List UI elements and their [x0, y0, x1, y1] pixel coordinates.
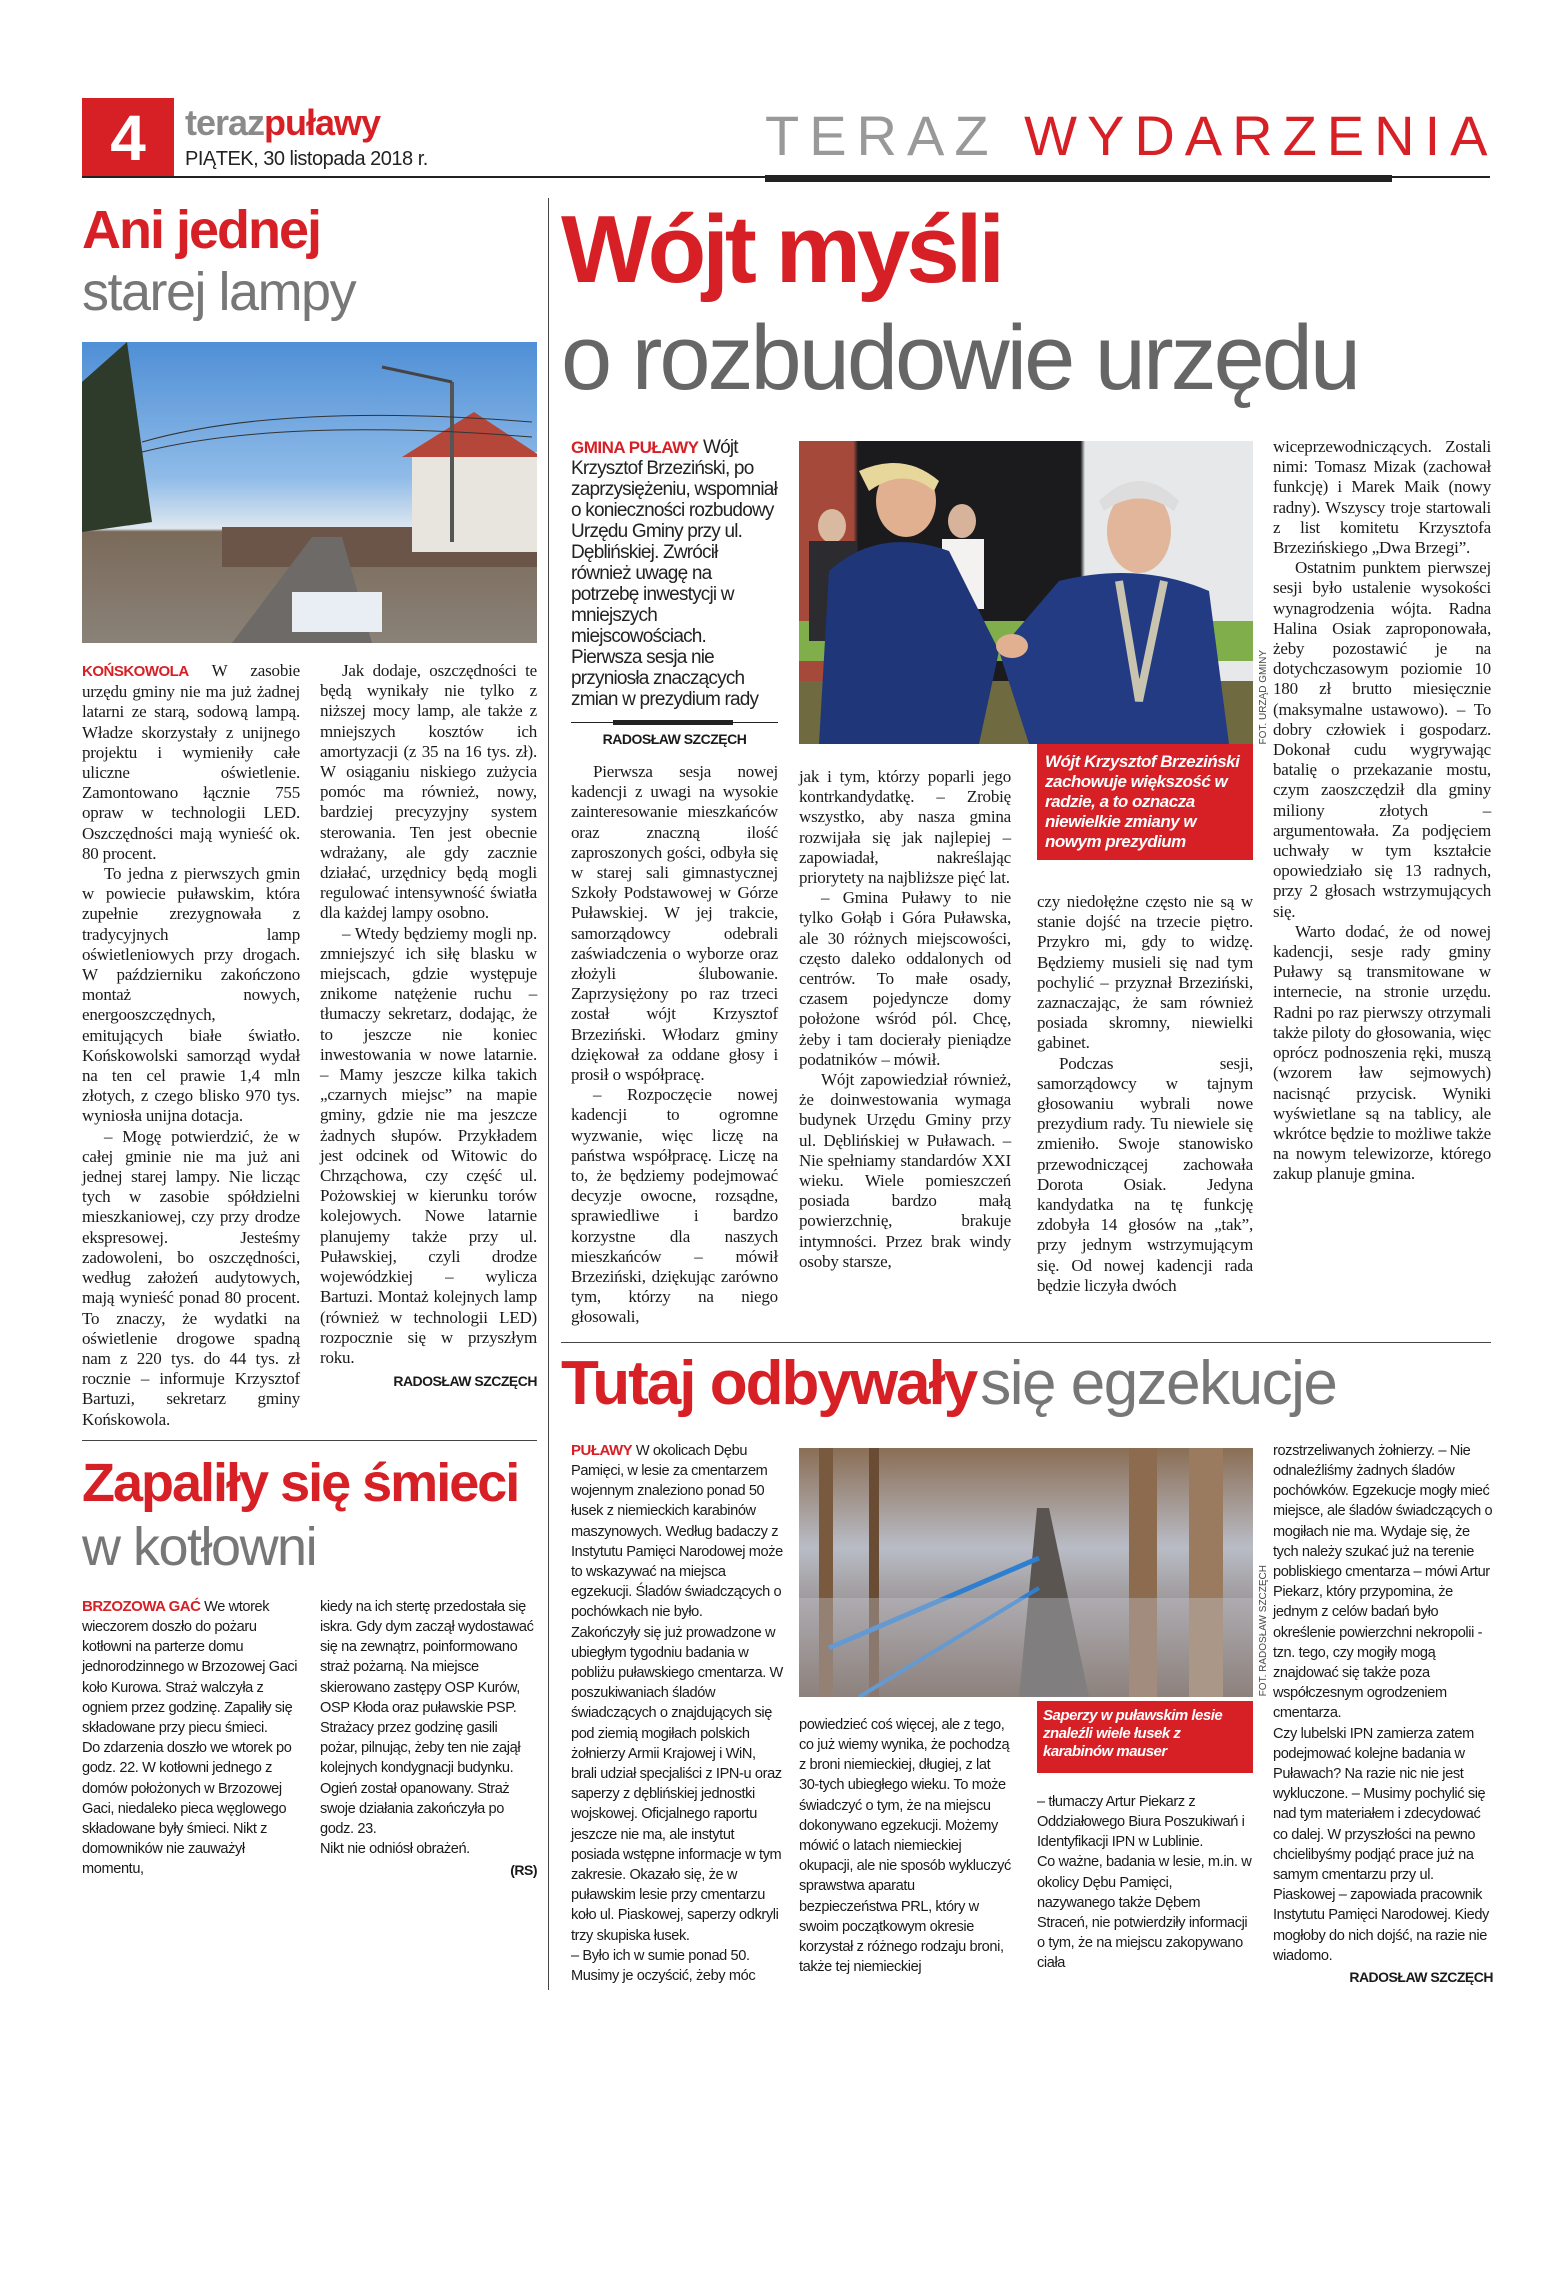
main-photo-credit: FOT. URZĄD GMINY — [1258, 649, 1269, 744]
lead-text: Wójt Krzysztof Brzeziński, po zaprzysiężeniu, wspomniał o konieczności rozbudowy Urzędu Gminy przy ul. Dęblińskiej. Zwrócił również uwagę na potrzebę inwestycji w mniejszych miejscowościach. Pierwsza sesja nie przyniosła znaczących zmian w prezydium rady — [571, 437, 777, 710]
executions-byline: RADOSŁAW SZCZĘCH — [1349, 1968, 1493, 1985]
paragraph-text: W zasobie urzędu gminy nie ma już żadnej latarni ze starą, sodową lampą. Władze skorzystały z unijnego projektu i wymieniły całe uliczne oświetlenie. Zamontowano łącznie 755 opraw w technologii LED. Oszczędności mają wynieść ok. 80 procent. — [82, 661, 300, 863]
section-underline — [765, 175, 1392, 182]
paragraph: powiedzieć coś więcej, ale z tego, co już wiemy wynika, że pochodzą z broni niemieckiej, długiej, z lat 30-tych ubiegłego wieku. To może świadczyć o tym, że na miejscu dokonywano egzekucji. Możemy mówić o latach niemieckiej okupacji, ale nie sposób wykluczyć sprawstwa aparatu bezpieczeństwa PRL, który w swoim początkowym okresie korzystał z różnego rodzaju broni, także tej niemieckiej — [799, 1716, 1011, 1976]
dateline-location: BRZOZOWA GAĆ — [82, 1597, 201, 1615]
paragraph: wiceprzewodniczących. Zostali nimi: Tomasz Mizak (zachował funkcję) i Marek Maik (nowy radny). Wszyscy troje startowali z list komitetu Krzysztofa Brzezińskiego „Dwa Brzegi”. — [1273, 437, 1491, 558]
paragraph: – Mogę potwierdzić, że w całej gminie nie ma już ani jednej starej lampy. Nie licząc tych w zasobie spółdzielni mieszkaniowej, czy przy drodze ekspresowej. Jesteśmy zadowoleni, bo oszczędności, według założeń audytowych, mają wynieść ponad 80 procent. To znaczy, że wydatki na oświetlenie drogowe spadną nam z 220 tys. do 44 tys. zł rocznie – informuje Krzysztof Bartuzi, sekretarz gminy Końskowola. — [82, 1126, 300, 1429]
forest-stairs-illustration — [799, 1448, 1253, 1697]
executions-photo-wrap — [799, 1448, 1269, 1697]
paragraph: Nikt nie odniósł obrażeń. — [320, 1841, 470, 1858]
paragraph — [571, 1441, 783, 1623]
paragraph: Podczas sesji, samorządowcy w tajnym głosowaniu wybrali nowe prezydium rady. Tu niewiele się zmieniło. Swoje stanowisko przewodniczącej zachowała Dorota Osiak. Jedyna kandydatka na tę funkcję zdobyła 14 głosów na „tak”, przy jednym wstrzymującym się. Od nowej kadencji rada będzie liczyła dwóch — [1037, 1053, 1253, 1295]
main-photo-caption: Wójt Krzysztof Brzeziński zachowuje większość w radzie, a to oznacza niewielkie zmiany w nowym prezydium — [1037, 744, 1253, 860]
executions-column-4 — [1273, 1441, 1493, 1966]
paragraph: Zakończyły się już prowadzone w ubiegłym tygodniu badania w pobliżu puławskiego cmentarza. W poszukiwaniach śladów świadczących o znajdujących się pod ziemią mogiłach polskich żołnierzy Armii Krajowej i WiN, brali udział specjaliści z IPN-u oraz saperzy z dęblińskiej jednostki wojskowej. Oficjalnego raportu jeszcze nie ma, ale instytut posiada wstępne informacje w tym zakresie. Okazało się, że w puławskim lesie przy cmentarzu koło ul. Piaskowej, saperzy odkryli trzy skupiska łusek. — [571, 1624, 783, 1944]
paragraph: rozstrzeliwanych żołnierzy. – Nie odnaleźliśmy żadnych śladów pochówków. Egzekucje mogły mieć miejsce, ale śladów świadczących o mogiłach nie ma. Wydaje się, że tych należy szukać już na terenie pobliskiego cmentarza – mówi Artur Piekarz, który przypomina, że jednym z celów badań było określenie powierzchni nekropolii - tzn. tego, czy mogiły mogą znajdować się także poza współczesnym ogrodzeniem cmentarza. — [1273, 1442, 1493, 1722]
paragraph-text: We wtorek wieczorem doszło do pożaru kotłowni na parterze domu jednorodzinnego w Brzozowej Gaci koło Kurowa. Straż walczyła z ogniem przez godzinę. Zapaliły się składowane przy piecu śmieci. — [82, 1598, 298, 1736]
main-text-row — [571, 437, 1491, 1328]
main-lead — [571, 437, 778, 710]
lamps-headline: Ani jednej — [82, 200, 321, 260]
fire-column-2 — [320, 1597, 537, 1860]
main-byline: RADOSŁAW SZCZĘCH — [602, 731, 747, 747]
main-subheadline: o rozbudowie urzędu — [561, 307, 1359, 409]
newspaper-logo — [185, 102, 380, 144]
fire-byline: (RS) — [510, 1862, 537, 1879]
fire-column-1 — [82, 1597, 302, 1880]
page-number: 4 — [82, 98, 174, 176]
paragraph: Pierwsza sesja nowej kadencji z uwagi na wysokie zainteresowanie mieszkańców oraz znaczną ilość zaproszonych gości, odbyła się w starej sali gimnastycznej Szkoły Podstawowej w Górze Puławskiej. W jej trakcie, samorządowcy odebrali zaświadczenia o wyborze oraz złożyli ślubowanie. Zaprzysiężony po raz trzeci został wójt Krzysztof Brzeziński. Włodarz gminy dziękował za oddane głosy i prosił o współpracę. — [571, 762, 778, 1085]
paragraph-text: W okolicach Dębu Pamięci, w lesie za cmentarzem wojennym znaleziono ponad 50 łusek z niemieckich karabinów maszynowych. Według badaczy z Instytutu Pamięci Narodowej może to wskazywać na miejsca egzekucji. Śladów świadczących o pochówkach nie było. — [571, 1442, 783, 1621]
executions-text-row — [571, 1441, 1491, 1986]
paragraph: – tłumaczy Artur Piekarz z Oddziałowego Biura Poszukiwań i Identyfikacji IPN w Lublinie. — [1037, 1793, 1245, 1851]
main-column-3 — [1037, 892, 1253, 1296]
logo-pulawy: puławy — [264, 102, 381, 143]
paragraph: Do zdarzenia doszło we wtorek po godz. 22. W kotłowni jednego z domów położonych w Brzozowej Gaci, niedaleko pieca węglowego składowane były śmieci. Nikt z domowników nie zauważył momentu, — [82, 1740, 292, 1878]
lamps-byline: RADOSŁAW SZCZĘCH — [393, 1373, 537, 1390]
council-session-photo — [799, 441, 1253, 744]
main-photo-and-columns — [799, 437, 1269, 1296]
executions-photo-caption: Saperzy w puławskim lesie znaleźli wiele łusek z karabinów mauser — [1037, 1701, 1253, 1773]
main-photo-wrap — [799, 441, 1269, 744]
executions-under-photo-row — [799, 1697, 1253, 1978]
lamps-column-1 — [82, 661, 300, 1430]
fire-column-2-wrap — [320, 1597, 537, 1880]
main-under-photo-row — [799, 744, 1253, 1296]
executions-column-4-wrap — [1273, 1441, 1493, 1986]
paragraph: – Rozpoczęcie nowej kadencji to ogromne wyzwanie, więc liczę na państwa współpracę. Liczę na to, że będziemy podejmować decyzje owocne, rozsądne, sprawiedliwe i bardzo korzystne dla naszych mieszkańców – mówił Brzeziński, dziękując zarówno tym, którzy na niego głosowali, — [571, 1085, 778, 1327]
street-scene-illustration — [82, 342, 537, 643]
paragraph: – Było ich w sumie ponad 50. Musimy je oczyścić, żeby móc — [571, 1947, 756, 1984]
article-divider — [82, 1440, 537, 1441]
paragraph: czy niedołężne często nie są w stanie dojść na trzecie piętro. Przykro mi, gdy to widzę. Będziemy musieli się nad tym pochylić – przyznał Brzeziński, zaznaczając, że sam również posiada skromny, niewielki gabinet. — [1037, 892, 1253, 1053]
right-column-area — [548, 198, 1491, 1990]
forest-photo — [799, 1448, 1253, 1697]
paragraph: kiedy na ich stertę przedostała się iskra. Gdy dym zaczął wydostawać się na zewnątrz, poinformowano straż pożarną. Na miejsce skierowano zastępy OSP Kurów, OSP Kłoda oraz puławskie PSP. Strażacy przez godzinę gasili pożar, pilnując, żeby ten nie zajął kolejnych kondygnacji budynku. Ogień został opanowany. Straż swoje działania zakończyła po godz. 23. — [320, 1598, 534, 1837]
fire-text-row — [82, 1597, 537, 1880]
handshake-illustration — [799, 441, 1253, 744]
dateline-location: PUŁAWY — [571, 1441, 633, 1459]
main-column-3-wrap — [1037, 744, 1253, 1296]
executions-column-3 — [1037, 1792, 1253, 1974]
paragraph: Warto dodać, że od nowej kadencji, sesje rady gminy Puławy są transmitowane w internecie, na stronie urzędu. Radni po raz pierwszy otrzymali także piloty do głosowania, więc oprócz podnoszenia ręki, muszą (wzorem ław sejmowych) nacisnąć przycisk. Wyniki wyświetlane są na tablicy, ale wkrótce będzie to możliwe także na nowym telewizorze, którego zakup planuje gmina. — [1273, 921, 1491, 1184]
executions-column-3-wrap — [1037, 1697, 1253, 1974]
main-column-1-wrap — [571, 437, 778, 1328]
street-lamps-photo — [82, 342, 537, 643]
fire-subheadline: w kotłowni — [82, 1516, 317, 1577]
lead-location: GMINA PUŁAWY — [571, 438, 699, 457]
issue-date: PIĄTEK, 30 listopada 2018 r. — [185, 148, 428, 170]
main-headline: Wójt myśli — [561, 196, 1002, 303]
main-column-1 — [571, 762, 778, 1328]
lamps-column-2 — [320, 661, 537, 1368]
paragraph: Co ważne, badania w lesie, m.in. w okolicy Dębu Pamięci, nazywanego także Dębem Straceń, nie potwierdziły informacji o tym, że na miejscu zakopywano ciała — [1037, 1854, 1252, 1972]
dateline-location: KOŃSKOWOLA — [82, 663, 189, 680]
main-column-2 — [799, 767, 1011, 1272]
section-title — [765, 106, 1497, 166]
lamps-subheadline: starej lampy — [82, 262, 356, 322]
paragraph: Ostatnim punktem pierwszej sesji było ustalenie wysokości wynagrodzenia wójta. Radna Halina Osiak zaproponowała, żeby pozostawić je na dotychczasowym poziomie 10 180 zł brutto miesięcznie (maksymalne ustawowo). – To dobry człowiek i gospodarz. Dokonał cudu wygrywając batalię o przekazanie mostu, czym zaoszczędził dla gminy miliony złotych – argumentowała. Za podjęciem uchwały w tym kształcie opowiedziało się 13 radnych, przy 2 głosach wstrzymujących się. — [1273, 558, 1491, 921]
lamps-text-row — [82, 661, 537, 1430]
paragraph: Czy lubelski IPN zamierza zatem podejmować kolejne badania w Puławach? Na razie nic nie jest wykluczone. – Musimy pochylić się nad tym materiałem i zdecydować co dalej. W przyszłości na pewno chcielibyśmy podjąć prace już na samym cmentarzu przy ul. Piaskowej – zapowiada pracownik Instytutu Pamięci Narodowej. Kiedy mogłoby do nich dojść, na razie nie wiadomo. — [1273, 1725, 1489, 1964]
executions-headline-bold: Tutaj odbywały — [561, 1348, 977, 1418]
left-column-area — [82, 200, 537, 1880]
byline-rule — [571, 720, 778, 725]
executions-column-1 — [571, 1441, 783, 1986]
executions-headline — [561, 1348, 1491, 1433]
section-title-teraz: TERAZ — [765, 104, 999, 167]
paragraph: – Wtedy będziemy mogli np. zmniejszyć ich siłę blasku w miejscach, gdzie występuje znikome natężenie ruchu – tłumaczy sekretarz, dodając, że to jeszcze nie koniec inwestowania w nowe latarnie. – Mamy jeszcze kilka takich „czarnych miejsc” na mapie gminy, gdzie nie ma jeszcze żadnych słupów. Przykładem jest odcinek od Witowic do Chrząchowa, czy część ul. Pożowskiej w kierunku torów kolejowych. Nowe latarnie planujemy także przy ul. Puławskiej, czyli drodze wojewódzkiej – wylicza Bartuzi. Montaż kolejnych lamp (również w technologii LED) rozpocznie się w przyszłym roku. — [320, 923, 537, 1367]
section-title-wydarzenia: WYDARZENIA — [1024, 104, 1498, 167]
article-divider — [561, 1342, 1491, 1343]
executions-headline-light: się egzekucje — [980, 1348, 1337, 1418]
paragraph: jak i tym, którzy poparli jego kontrkandydatkę. – Zrobię wszystko, aby nasza gmina rozwijała się jak najlepiej – zapowiadał, nakreślając priorytety na najbliższe pięć lat. — [799, 767, 1011, 888]
executions-photo-and-columns — [799, 1441, 1269, 1978]
paragraph: Jak dodaje, oszczędności te będą wynikały nie tylko z niższej mocy lamp, ale także z mniejszych kosztów ich amortyzacji (z 35 na 16 tys. zł). W osiąganiu niskiego zużycia pomóc ma również, nowy, bardziej precyzyjny system sterowania. Ten jest obecnie wdrażany, ale gdy zacznie działać, urzędnicy będą mogli regulować intensywność światła dla każdej lampy osobno. — [320, 661, 537, 923]
logo-teraz: teraz — [185, 102, 265, 143]
fire-headline: Zapaliły się śmieci — [82, 1452, 519, 1513]
paragraph: Wójt zapowiedział również, że doinwestowania wymaga budynek Urzędu Gminy przy ul. Dęblińskiej w Puławach. – Nie spełniamy standardów XXI wieku. Wiele pomieszczeń posiada bardzo małą powierzchnię, brakuje intymności. Przez brak windy osoby starsze, — [799, 1070, 1011, 1271]
lamps-column-2-wrap — [320, 661, 537, 1390]
byline-rule-accent — [613, 720, 733, 725]
executions-column-2 — [799, 1715, 1011, 1978]
paragraph: To jedna z pierwszych gmin w powiecie puławskim, która zupełnie zrezygnowała z tradycyjnych lamp oświetleniowych przy drogach. W październiku zakończono montaż nowych, energooszczędnych, emitujących białe światło. Końskowolski samorząd wydał na ten cel prawie 1,4 mln złotych, z czego blisko 970 tys. wyniosła unijna dotacja. — [82, 864, 300, 1126]
main-column-4 — [1273, 437, 1491, 1185]
paragraph — [82, 661, 300, 864]
executions-photo-credit: FOT. RADOSŁAW SZCZĘCH — [1258, 1565, 1269, 1697]
paragraph: – Gmina Puławy to nie tylko Gołąb i Góra Puławska, ale 30 różnych miejscowości, często daleko oddalonych od centrów. To małe osady, czasem pojedyncze domy położone wśród pól. Chcę, żeby i tam docierały pieniądze podatników – mówił. — [799, 888, 1011, 1069]
paragraph — [82, 1597, 302, 1738]
